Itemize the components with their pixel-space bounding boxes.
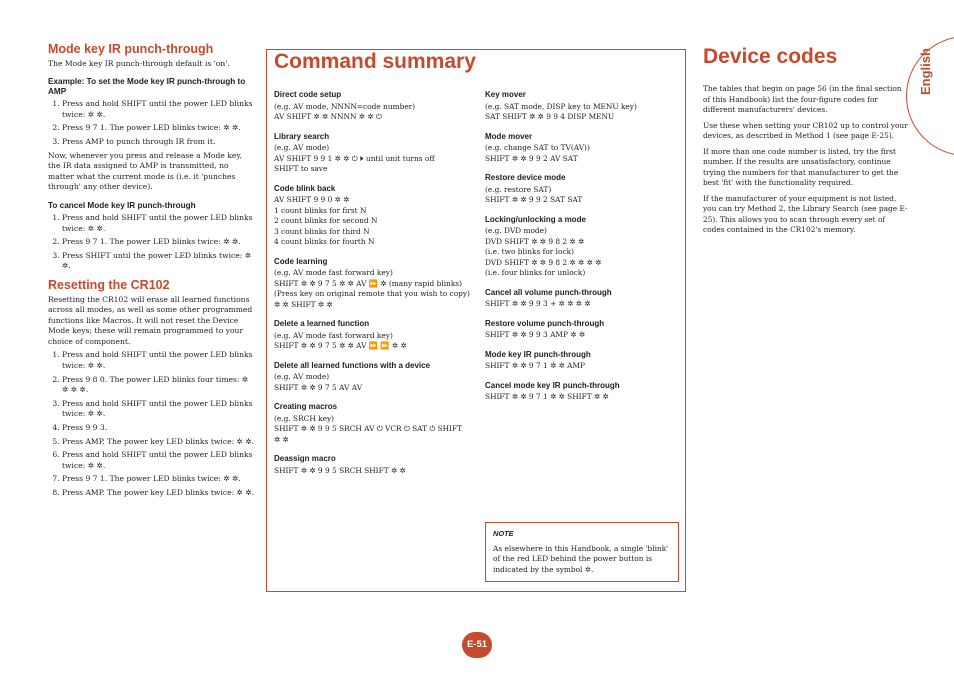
example-heading: Example: To set the Mode key IR punch-through to AMP bbox=[48, 77, 246, 97]
command-line: SHIFT ✲ ✲ 9 7 5 ✲ ✲ AV ⏩ ⏩ ✲ ✲ bbox=[274, 341, 407, 350]
command-summary-title: Command summary bbox=[274, 50, 476, 73]
list-item: 1. Press and hold SHIFT until the power LED blinks twice: ✲ ✲. bbox=[62, 213, 256, 234]
command-line: (i.e. four blinks for unlock) bbox=[485, 268, 586, 277]
command-line: (e.g. AV mode, NNNN=code number) bbox=[274, 101, 416, 111]
device-para: Use these when setting your CR102 up to control your devices, as described in Method 1 (see page E-25). bbox=[703, 120, 908, 140]
command-heading: Library search bbox=[274, 131, 330, 141]
command-heading: Locking/unlocking a mode bbox=[485, 214, 586, 224]
list-item: 5. Press AMP. The power key LED blinks twice: ✲ ✲. bbox=[62, 437, 256, 448]
command-line: (Press key on original remote that you wish to copy) bbox=[274, 289, 470, 298]
command-heading: Direct code setup bbox=[274, 90, 342, 99]
command-line: (e.g. SRCH key) bbox=[274, 413, 335, 423]
device-para: The tables that begin on page 56 (in the final section of this Handbook) list the four-figure codes for different manufacturers' devices. bbox=[703, 84, 902, 114]
command-heading: Code blink back bbox=[274, 183, 336, 193]
command-line: (e.g. DVD mode) bbox=[485, 226, 547, 235]
cancel-steps bbox=[48, 213, 256, 272]
command-block bbox=[485, 215, 680, 279]
command-column-1 bbox=[274, 90, 472, 485]
reset-intro: Resetting the CR102 will erase all learned functions across all modes, as well as some other programmed functions like Macros. It will not reset the Device Mode keys; these will remain programmed to your choice of component. bbox=[48, 294, 253, 346]
command-line: 1 count blinks for first N bbox=[274, 205, 367, 215]
command-block bbox=[485, 319, 680, 341]
command-line: 2 count blinks for second N bbox=[274, 216, 378, 225]
command-block bbox=[274, 319, 472, 352]
command-line: (e.g. restore SAT) bbox=[485, 184, 552, 194]
command-line: SHIFT ✲ ✲ 9 9 5 SRCH SHIFT ✲ ✲ bbox=[274, 465, 406, 475]
note-title: NOTE bbox=[493, 529, 514, 538]
intro-text: The Mode key IR punch-through default is 'on'. bbox=[48, 58, 230, 68]
command-heading: Restore volume punch-through bbox=[485, 318, 605, 328]
language-label: English bbox=[918, 48, 933, 95]
command-line: SHIFT ✲ ✲ 9 9 2 AV SAT bbox=[485, 153, 578, 163]
command-line: AV SHIFT ✲ ✲ NNNN ✲ ✲ ⏻ bbox=[274, 112, 382, 121]
device-para: If the manufacturer of your equipment is not listed, you can try Method 2, the Library Search (see page E-25). This allows you to scan through every set of codes contained in the CR102's memory. bbox=[703, 193, 908, 234]
command-heading: Cancel mode key IR punch-through bbox=[485, 380, 620, 390]
note-text: As elsewhere in this Handbook, a single 'blink' of the red LED behind the power button is indicated by the symbol ✲. bbox=[493, 543, 669, 574]
device-codes-title: Device codes bbox=[703, 45, 838, 68]
heading-mode-key-punch: Mode key IR punch-through bbox=[48, 42, 214, 56]
command-block bbox=[485, 132, 680, 165]
command-line: 3 count blinks for third N bbox=[274, 226, 370, 236]
list-item: 6. Press and hold SHIFT until the power LED blinks twice: ✲ ✲. bbox=[62, 450, 256, 471]
command-block bbox=[485, 350, 680, 372]
device-codes-body bbox=[703, 84, 908, 241]
command-heading: Cancel all volume punch-through bbox=[485, 287, 612, 297]
command-line: SHIFT ✲ ✲ 9 7 1 ✲ ✲ SHIFT ✲ ✲ bbox=[485, 392, 609, 401]
command-heading: Delete all learned functions with a device bbox=[274, 360, 431, 370]
command-line: SHIFT ✲ ✲ 9 7 1 ✲ ✲ AMP bbox=[485, 361, 586, 370]
list-item: 1. Press and hold SHIFT until the power LED blinks twice: ✲ ✲. bbox=[62, 350, 256, 371]
command-block bbox=[485, 381, 680, 403]
command-line: SHIFT ✲ ✲ 9 7 5 AV AV bbox=[274, 382, 363, 392]
command-line: AV SHIFT 9 9 1 ✲ ✲ ⏻ ⏵ until unit turns off bbox=[274, 153, 435, 163]
command-line: AV SHIFT 9 9 0 ✲ ✲ bbox=[274, 195, 350, 204]
command-block bbox=[274, 257, 472, 311]
command-block bbox=[274, 184, 472, 248]
command-line: (e.g. AV mode) bbox=[274, 143, 330, 152]
list-item: 8. Press AMP. The power key LED blinks twice: ✲ ✲. bbox=[62, 488, 256, 499]
list-item: 2. Press 9 7 1. The power LED blinks twice: ✲ ✲. bbox=[62, 123, 256, 134]
command-line: (e.g. SAT mode, DISP key to MENU key) bbox=[485, 101, 637, 111]
list-item: 2. Press 9 8 0. The power LED blinks four times: ✲ ✲ ✲ ✲. bbox=[62, 375, 256, 396]
command-block bbox=[485, 90, 680, 123]
command-line: SHIFT ✲ ✲ 9 9 2 SAT SAT bbox=[485, 195, 583, 204]
command-heading: Delete a learned function bbox=[274, 319, 370, 328]
command-column-2 bbox=[485, 90, 680, 412]
explain-text: Now, whenever you press and release a Mode key, the IR data assigned to AMP is transmitted, no matter what the current mode is (i.e. it 'punches through' any other device). bbox=[48, 150, 243, 192]
command-line: (e.g. change SAT to TV(AV)) bbox=[485, 143, 590, 152]
list-item: 3. Press and hold SHIFT until the power LED blinks twice: ✲ ✲. bbox=[62, 399, 256, 420]
device-para: If more than one code number is listed, try the first number. If the results are unsatisfactory, continue trying the numbers for that manufacturer to get the best 'fit' with the functionality required. bbox=[703, 146, 899, 187]
command-heading: Mode mover bbox=[485, 131, 533, 141]
example-steps bbox=[48, 99, 256, 147]
command-block bbox=[274, 90, 472, 123]
list-item: 7. Press 9 7 1. The power LED blinks twice: ✲ ✲. bbox=[62, 474, 256, 485]
list-item: 1. Press and hold SHIFT until the power LED blinks twice: ✲ ✲. bbox=[62, 99, 256, 120]
reset-steps bbox=[48, 350, 256, 498]
command-line: 4 count blinks for fourth N bbox=[274, 237, 375, 246]
heading-resetting: Resetting the CR102 bbox=[48, 277, 170, 292]
command-block bbox=[485, 288, 680, 310]
list-item: 3. Press AMP to punch through IR from it. bbox=[62, 137, 256, 148]
command-line: (i.e. two blinks for lock) bbox=[485, 247, 574, 256]
command-line: SHIFT to save bbox=[274, 164, 328, 173]
command-heading: Restore device mode bbox=[485, 173, 566, 182]
command-block bbox=[274, 361, 472, 394]
command-line: (e.g. AV mode fast forward key) bbox=[274, 330, 393, 340]
list-item: 4. Press 9 9 3. bbox=[62, 423, 256, 434]
command-line: ✲ ✲ bbox=[274, 434, 289, 444]
command-block bbox=[274, 132, 472, 175]
list-item: 3. Press SHIFT until the power LED blinks twice: ✲ ✲. bbox=[62, 251, 256, 272]
note-box bbox=[485, 522, 679, 582]
command-block bbox=[485, 173, 680, 206]
command-line: (e.g. AV mode) bbox=[274, 372, 330, 381]
command-line: DVD SHIFT ✲ ✲ 9 8 2 ✲ ✲ bbox=[485, 236, 585, 246]
list-item: 2. Press 9 7 1. The power LED blinks twice: ✲ ✲. bbox=[62, 237, 256, 248]
command-heading: Key mover bbox=[485, 90, 526, 99]
command-line: (e.g. AV mode fast forward key) bbox=[274, 268, 393, 277]
command-line: DVD SHIFT ✲ ✲ 9 8 2 ✲ ✲ ✲ ✲ bbox=[485, 257, 602, 267]
page-number: E-51 bbox=[462, 632, 492, 658]
command-block bbox=[274, 402, 472, 445]
command-block bbox=[274, 454, 472, 476]
command-line: SHIFT ✲ ✲ 9 7 5 ✲ ✲ AV ⏩ ✲ (many rapid blinks) bbox=[274, 278, 462, 288]
cancel-heading: To cancel Mode key IR punch-through bbox=[48, 200, 196, 210]
command-line: ✲ ✲ SHIFT ✲ ✲ bbox=[274, 299, 333, 309]
command-line: SHIFT ✲ ✲ 9 9 3 AMP ✲ ✲ bbox=[485, 330, 586, 339]
command-heading: Creating macros bbox=[274, 402, 338, 411]
command-heading: Mode key IR punch-through bbox=[485, 349, 591, 359]
command-heading: Deassign macro bbox=[274, 454, 336, 463]
command-line: SAT SHIFT ✲ ✲ 9 9 4 DISP MENU bbox=[485, 112, 615, 121]
command-heading: Code learning bbox=[274, 256, 328, 266]
command-line: SHIFT ✲ ✲ 9 9 5 SRCH AV ⏻ VCR ⏻ SAT ⏻ SHIFT bbox=[274, 424, 463, 433]
command-line: SHIFT ✲ ✲ 9 9 3 + ✲ ✲ ✲ ✲ bbox=[485, 299, 591, 308]
left-column bbox=[48, 44, 256, 502]
